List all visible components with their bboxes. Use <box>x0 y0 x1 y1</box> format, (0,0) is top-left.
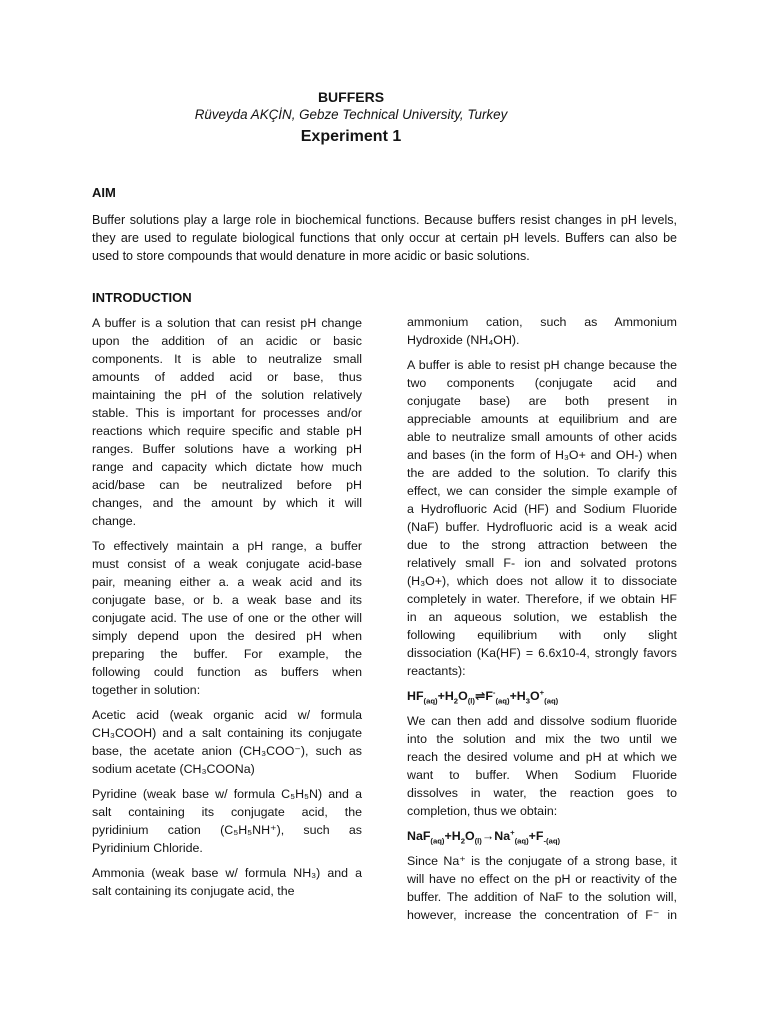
text-line: Buffer solutions play a large role in biochemical functions. Because buffers resist changes in pH levels, <box>92 213 677 227</box>
text-line: changes, and the amount by which it will <box>92 496 362 510</box>
text-line: will have no effect on the pH or reactivity of the <box>407 872 677 886</box>
paragraph-buffer-definition <box>92 314 362 530</box>
text-line: A buffer is able to resist pH change because the <box>407 358 677 372</box>
text-line: pyridinium cation (C₅H₅NH⁺), such as <box>92 823 362 837</box>
text-line: salt containing its conjugate acid, the <box>92 884 295 898</box>
paragraph-ammonia-example <box>92 864 362 900</box>
text-line: (H₃O+), which does not allow it to dissociate <box>407 574 677 588</box>
text-line: a Hydrofluoric Acid (HF) and Sodium Fluoride <box>407 502 677 516</box>
text-line: following could function as buffers when <box>92 665 362 679</box>
text-line: preparing the buffer. For example, the <box>92 647 362 661</box>
text-line: the are added to the solution. To clarify this <box>407 466 677 480</box>
text-line: acid/base can be neutralized before pH <box>92 478 362 492</box>
text-line: (NaF) buffer. Hydrofluoric acid is a weak acid <box>407 520 677 534</box>
equation-subscript: -(aq) <box>543 836 561 846</box>
introduction-left-column <box>92 314 362 907</box>
text-line: appreciable amounts at equilibrium and are <box>407 412 677 426</box>
text-line: two components (conjugate acid and <box>407 376 677 390</box>
text-line: ammonium cation, such as Ammonium <box>407 315 677 329</box>
text-line: Ammonia (weak base w/ formula NH₃) and a <box>92 866 362 880</box>
text-line: must consist of a weak conjugate acid-base <box>92 557 362 571</box>
text-line: used to store compounds that would denature in more acidic or basic solutions. <box>92 249 530 263</box>
equation-term: +H <box>437 689 454 703</box>
text-line: stable. This is important for processes and/or <box>92 406 362 420</box>
equation-subscript: 2 <box>460 836 465 846</box>
text-line: sodium acetate (CH₃COONa) <box>92 762 255 776</box>
text-line: CH₃COOH) and a salt containing its conjugate <box>92 726 362 740</box>
text-line: Pyridine (weak base w/ formula C₅H₅N) and a <box>92 787 362 801</box>
equation-subscript: (l) <box>474 836 482 846</box>
text-line: change. <box>92 514 137 528</box>
text-line: following equilibrium with only slight <box>407 628 677 642</box>
text-line: Acetic acid (weak organic acid w/ formula <box>92 708 362 722</box>
equation-hf-equilibrium <box>407 687 677 705</box>
text-line: effect, we can consider the simple example of <box>407 484 677 498</box>
equation-subscript: (aq) <box>544 696 559 706</box>
text-line: salt containing its conjugate acid, the <box>92 805 362 819</box>
text-line: Hydroxide (NH₄OH). <box>407 333 520 347</box>
experiment-title: Experiment 1 <box>300 128 402 145</box>
text-line: conjugate acid. The use of one or the other will <box>92 611 362 625</box>
text-line: in an aqueous solution, we establish the <box>407 610 677 624</box>
equation-subscript: (l) <box>467 696 475 706</box>
equation-term: +F <box>528 829 544 843</box>
equation-term: O <box>530 689 540 703</box>
author-affiliation: Rüveyda AKÇİN, Gebze Technical University, Turkey <box>194 107 508 122</box>
introduction-right-column <box>407 313 677 931</box>
equation-term: HF <box>407 689 424 703</box>
equation-superscript: - <box>492 687 496 697</box>
text-line: A buffer is a solution that can resist pH change <box>92 316 362 330</box>
equation-subscript: (aq) <box>514 836 529 846</box>
equation-term: NaF <box>407 829 431 843</box>
text-line: pair, meaning either a. a weak acid and its <box>92 575 362 589</box>
paragraph-ammonia-example-continued <box>407 313 677 349</box>
paragraph-sodium-fluoride-addition <box>407 712 677 820</box>
equation-term: ⇌F <box>474 689 493 703</box>
text-line: they are used to regulate biological functions that only occur at certain pH levels. Buffers can also be <box>92 231 677 245</box>
equation-subscript: (aq) <box>430 836 445 846</box>
equation-term: →Na <box>481 829 511 843</box>
aim-paragraph <box>92 211 677 265</box>
text-line: conjugate base, or b. a weak base and its <box>92 593 362 607</box>
text-line: reactions which require specific and stable pH <box>92 424 362 438</box>
text-line: upon the addition of an acidic or basic <box>92 334 362 348</box>
text-line: ranges. Buffer solutions have a working pH <box>92 442 362 456</box>
text-line: dissolves in water, the reaction goes to <box>407 786 677 800</box>
text-line: completely in water. Therefore, if we obtain HF <box>407 592 677 606</box>
text-line: To effectively maintain a pH range, a buffer <box>92 539 362 553</box>
text-line: due to the strong attraction between the <box>407 538 677 552</box>
text-line: completion, thus we obtain: <box>407 804 558 818</box>
text-line: components. It is able to neutralize small <box>92 352 362 366</box>
text-line: range and capacity which dictate how much <box>92 460 362 474</box>
aim-heading: AIM <box>92 185 116 200</box>
text-line: conjugate base) are both present in <box>407 394 677 408</box>
paragraph-pyridine-example <box>92 785 362 857</box>
text-line: reactants): <box>407 664 466 678</box>
equation-term: +H <box>509 689 526 703</box>
paragraph-sodium-ion-effect <box>407 852 677 924</box>
equation-term: O <box>464 829 475 843</box>
text-line: base, the acetate anion (CH₃COO⁻), such as <box>92 744 362 758</box>
equation-superscript: + <box>539 687 545 697</box>
text-line: however, increase the concentration of F⁻ in <box>407 908 677 922</box>
paragraph-hf-naf-buffer <box>407 356 677 680</box>
text-line: and bases (in the form of H₃O+ and OH-) when <box>407 448 677 462</box>
equation-subscript: (aq) <box>495 696 510 706</box>
text-line: We can then add and dissolve sodium fluoride <box>407 714 677 728</box>
text-line: buffer. The addition of NaF to the solution will, <box>407 890 677 904</box>
equation-subscript: 2 <box>453 696 459 706</box>
equation-term: +H <box>444 829 461 843</box>
text-line: relatively small F- ion and solvated protons <box>407 556 677 570</box>
text-line: amounts of added acid or base, thus <box>92 370 362 384</box>
paragraph-conjugate-pair <box>92 537 362 699</box>
text-line: together in solution: <box>92 683 201 697</box>
equation-superscript: + <box>510 827 515 837</box>
text-line: into the solution and mix the two until we <box>407 732 677 746</box>
equation-subscript: (aq) <box>423 696 438 706</box>
text-line: maintaining the pH of the solution relatively <box>92 388 362 402</box>
document-title: BUFFERS <box>317 89 385 105</box>
text-line: reach the desired volume and pH at which we <box>407 750 677 764</box>
text-line: dissociation (Ka(HF) = 6.6x10-4, strongly favors <box>407 646 677 660</box>
equation-term: O <box>458 689 468 703</box>
introduction-heading: INTRODUCTION <box>92 290 192 305</box>
document-header <box>0 88 702 148</box>
paragraph-acetic-acid-example <box>92 706 362 778</box>
equation-subscript: 3 <box>525 696 531 706</box>
text-line: Since Na⁺ is the conjugate of a strong base, it <box>407 854 677 868</box>
text-line: simply depend upon the desired pH when <box>92 629 362 643</box>
equation-naf-dissociation <box>407 827 677 845</box>
text-line: able to neutralize small amounts of other acids <box>407 430 677 444</box>
text-line: Pyridinium Chloride. <box>92 841 203 855</box>
text-line: want to buffer. When Sodium Fluoride <box>407 768 677 782</box>
